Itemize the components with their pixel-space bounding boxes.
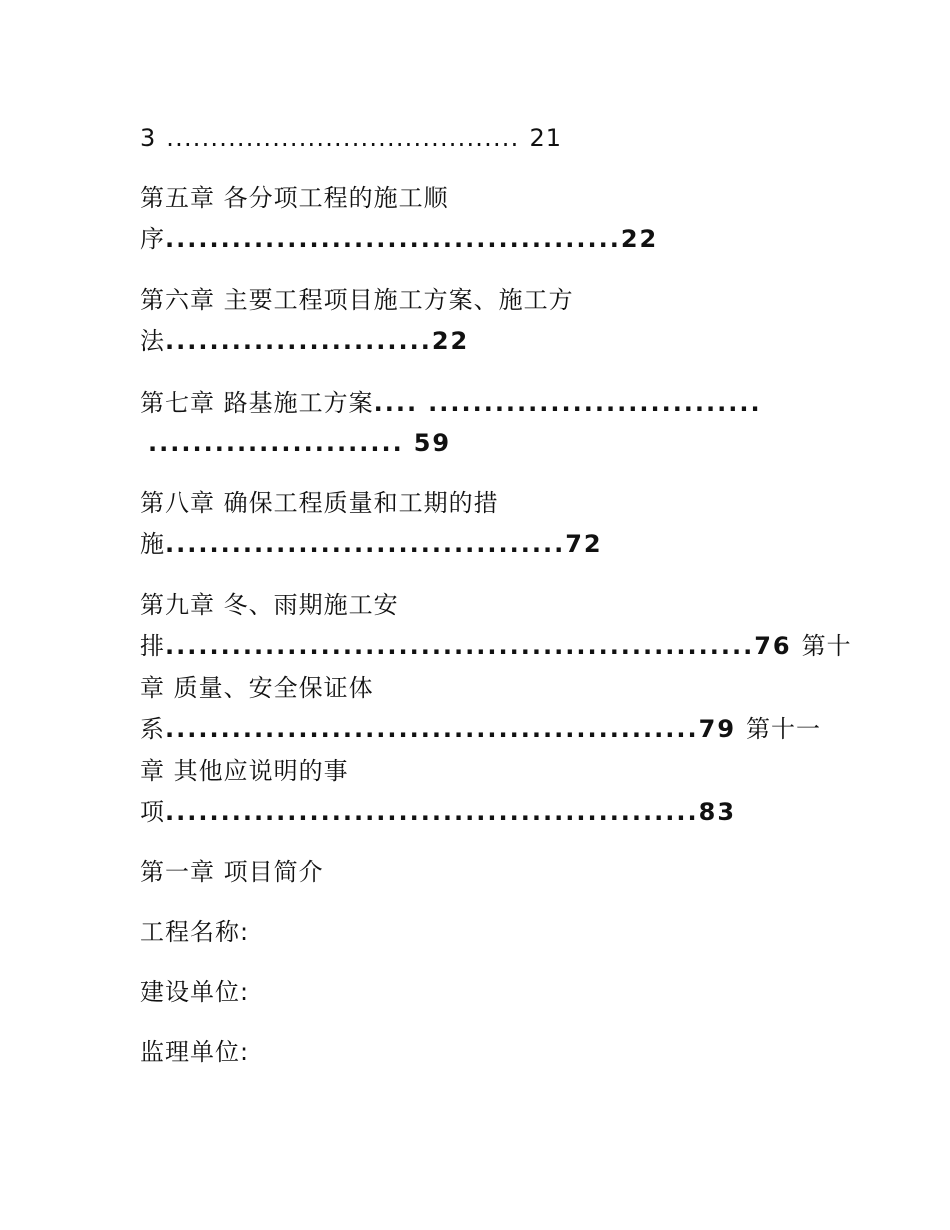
toc-text: 施 (140, 530, 165, 558)
toc-text: 法 (140, 327, 165, 355)
toc-leader-dots: ................................................ (165, 798, 699, 826)
toc-number: 3 (140, 124, 157, 152)
toc-text: 序 (140, 225, 165, 253)
toc-leader-dots: ................................................ (165, 715, 699, 743)
toc-entry-continued (140, 123, 562, 153)
toc-leader-dots: ........................................ (166, 124, 520, 152)
toc-entry-chapter-8-leader (140, 529, 603, 559)
toc-entry-chapter-11-title: 章 其他应说明的事 (140, 757, 349, 785)
builder-label: 建设单位: (140, 978, 250, 1006)
toc-leader-dots-2: .............................. (428, 389, 762, 417)
toc-entry-chapter-7-title (140, 388, 762, 418)
toc-leader-dots: .................................... (165, 530, 566, 558)
toc-text-next: 第十一 (746, 715, 822, 743)
toc-entry-chapter-9-title: 第九章 冬、雨期施工安 (140, 591, 399, 619)
project-name-label: 工程名称: (140, 918, 250, 946)
toc-text-next: 第十 (801, 632, 852, 660)
toc-entry-chapter-6-leader (140, 326, 469, 356)
toc-leader-dots: ........................ (165, 327, 432, 355)
toc-entry-chapter-11-leader (140, 797, 736, 827)
supervisor-label: 监理单位: (140, 1038, 250, 1066)
toc-text: 系 (140, 715, 165, 743)
toc-text: 排 (140, 632, 165, 660)
toc-leader-dots: ..................................................... (165, 632, 755, 660)
toc-entry-chapter-10-title: 章 质量、安全保证体 (140, 674, 374, 702)
toc-entry-chapter-9-leader (140, 631, 852, 661)
toc-page-number: 21 (529, 124, 562, 152)
toc-entry-chapter-7-leader (148, 428, 451, 458)
toc-entry-chapter-6-title: 第六章 主要工程项目施工方案、施工方 (140, 286, 574, 314)
toc-entry-chapter-5-leader (140, 224, 658, 254)
toc-page-number: 22 (431, 327, 470, 355)
toc-entry-chapter-8-title: 第八章 确保工程质量和工期的措 (140, 489, 499, 517)
toc-text: 项 (140, 798, 165, 826)
toc-page-number: 72 (565, 530, 603, 558)
toc-entry-chapter-10-leader (140, 714, 821, 744)
chapter-heading: 第一章 项目简介 (140, 858, 324, 886)
toc-leader-dots: ......................................... (165, 225, 621, 253)
toc-leader-dots: ....................... (148, 429, 404, 457)
toc-text: 第七章 路基施工方案 (140, 389, 374, 417)
toc-page-number: 22 (620, 225, 659, 253)
toc-page-number: 59 (413, 429, 452, 457)
toc-page-number: 83 (698, 798, 737, 826)
toc-page-number: 79 (698, 715, 737, 743)
toc-leader-dots: .... (373, 389, 419, 417)
toc-page-number: 76 (754, 632, 792, 660)
toc-entry-chapter-5-title: 第五章 各分项工程的施工顺 (140, 184, 449, 212)
